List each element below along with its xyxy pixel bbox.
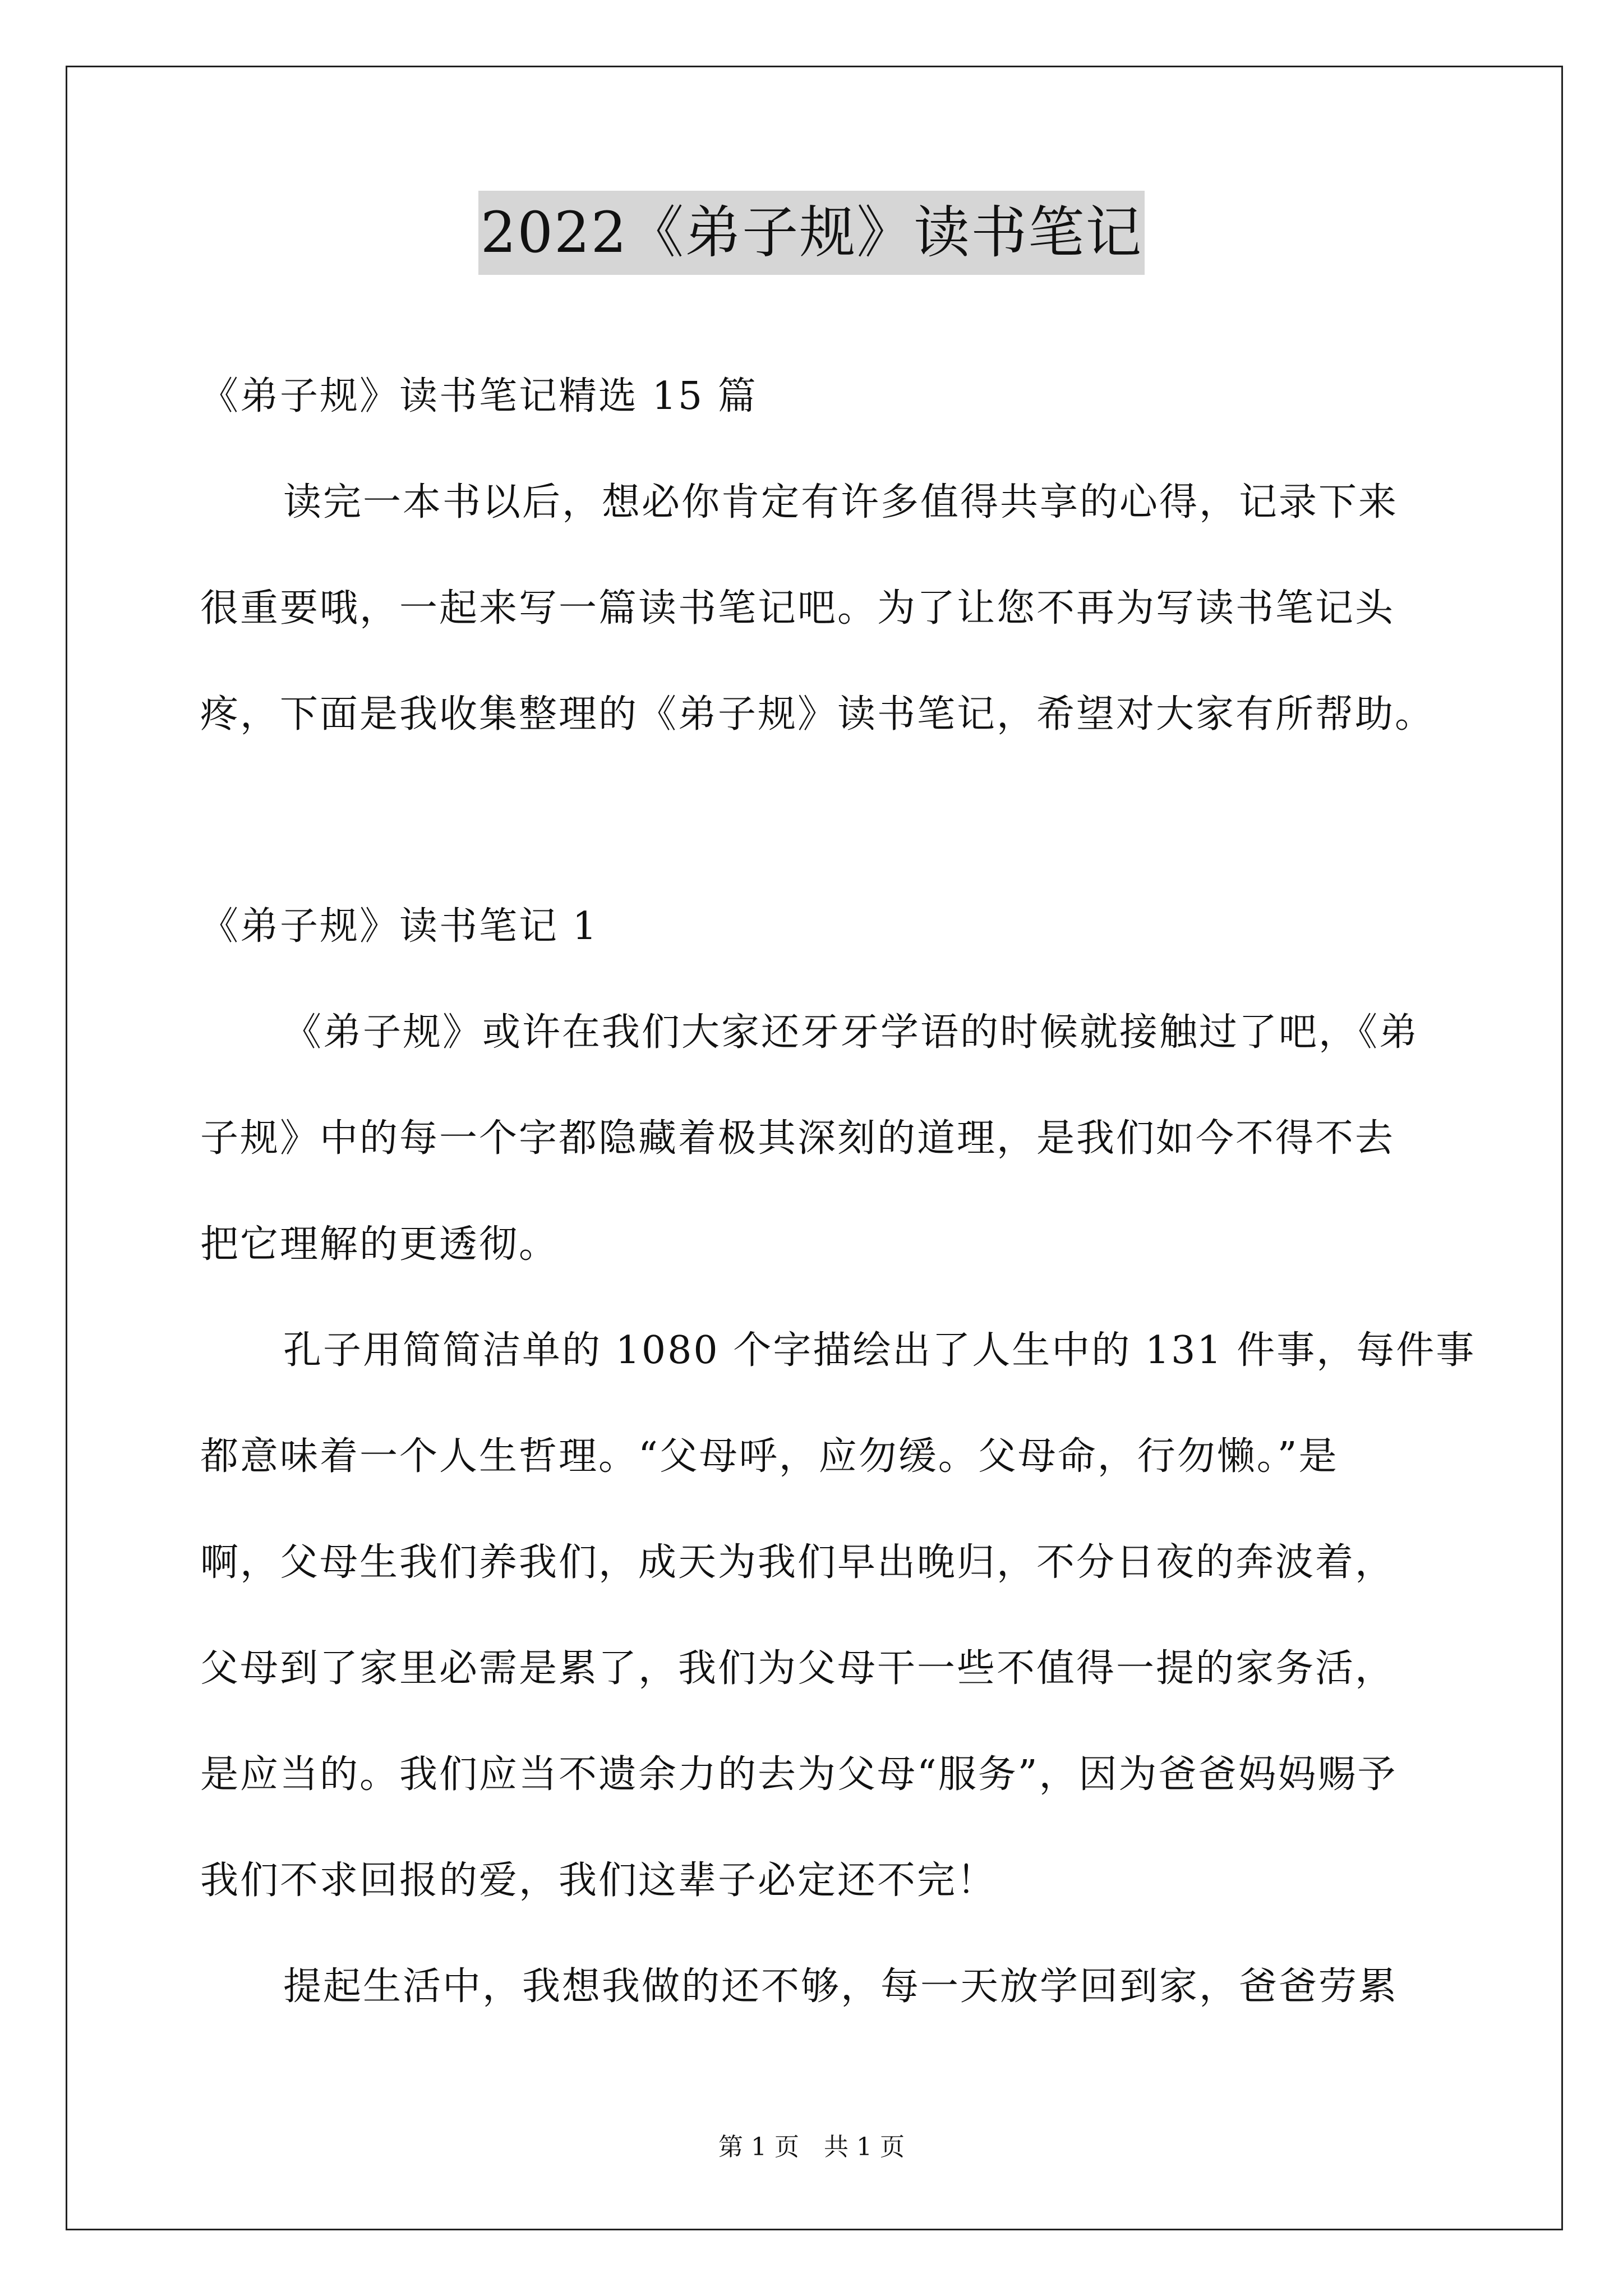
text-line: 读完一本书以后，想必你肯定有许多值得共享的心得，记录下来 (283, 480, 1399, 524)
text-line: 孔子用简简洁单的 1080 个字描绘出了人生中的 131 件事，每件事 (283, 1328, 1476, 1373)
text-line: 提起生活中，我想我做的还不够，每一天放学回到家，爸爸劳累 (283, 1964, 1399, 2009)
title-container (0, 191, 1623, 275)
text-line: 疼，下面是我收集整理的《弟子规》读书笔记，希望对大家有所帮助。 (200, 692, 1435, 737)
page-footer: 第 1 页 共 1 页 (718, 2133, 905, 2161)
text-line: 啊，父母生我们养我们，成天为我们早出晚归，不分日夜的奔波着， (200, 1540, 1395, 1585)
text-line: 很重要哦，一起来写一篇读书笔记吧。为了让您不再为写读书笔记头 (200, 586, 1395, 631)
document-title: 2022《弟子规》读书笔记 (478, 191, 1145, 275)
text-line: 《弟子规》读书笔记 1 (200, 904, 598, 949)
blank-line (200, 767, 1426, 873)
text-line: 《弟子规》或许在我们大家还牙牙学语的时候就接触过了吧，《弟 (283, 1010, 1419, 1055)
text-line: 是应当的。我们应当不遗余力的去为父母“服务”，因为爸爸妈妈赐予 (200, 1752, 1398, 1797)
text-line: 都意味着一个人生哲理。“父母呼，应勿缓。父母命，行勿懒。”是 (200, 1434, 1339, 1479)
text-line: 父母到了家里必需是累了，我们为父母干一些不值得一提的家务活， (200, 1646, 1395, 1691)
text-line: 《弟子规》读书笔记精选 15 篇 (200, 374, 758, 418)
text-line: 子规》中的每一个字都隐藏着极其深刻的道理，是我们如今不得不去 (200, 1116, 1395, 1161)
text-line: 我们不求回报的爱，我们这辈子必定还不完！ (200, 1858, 997, 1903)
document-body (200, 343, 1476, 2040)
text-line: 把它理解的更透彻。 (200, 1222, 559, 1267)
